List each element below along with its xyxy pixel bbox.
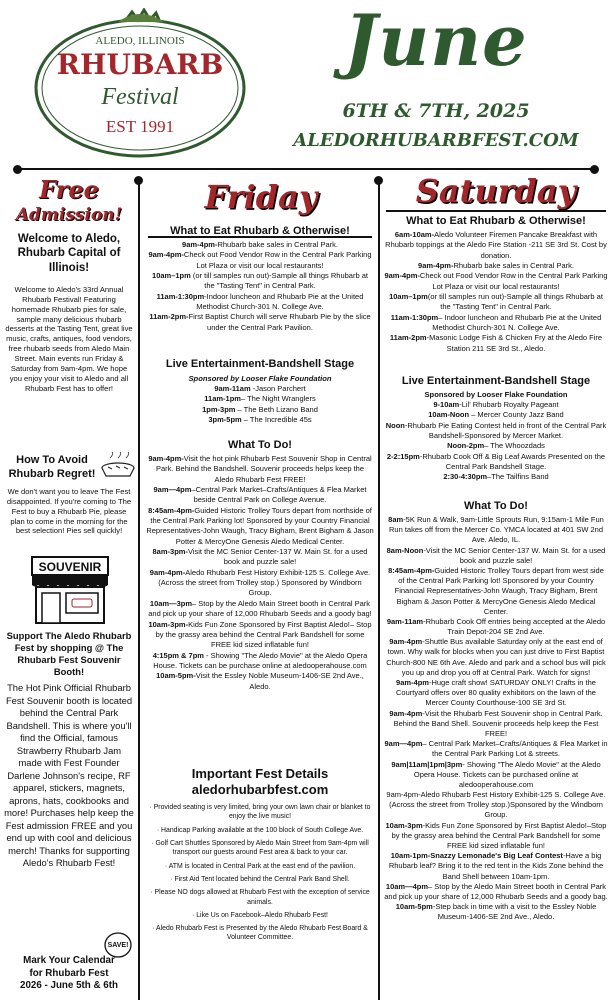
calendar-note: Mark Your Calendar for Rhubarb Fest 2026 - June 5th & 6th <box>20 955 118 992</box>
schedule-description: Aledo Rhubarb Fest History Exhibit-125 S. College Ave. (Across the street from Trolley stop.) Sponsored by Windborn Group. <box>158 567 371 598</box>
schedule-item <box>384 333 608 354</box>
schedule-time: 10am-Noon <box>428 410 470 420</box>
schedule-time: 9am-4pm <box>389 637 423 647</box>
saturday-entertainment-title: Live Entertainment-Bandshell Stage <box>401 375 591 387</box>
schedule-item <box>384 400 608 410</box>
saturday-eat-list <box>384 230 608 354</box>
schedule-item <box>146 506 374 547</box>
schedule-item <box>146 415 374 425</box>
month-title: June <box>344 0 528 82</box>
fest-detail-item: · Provided seating is very limited, bring your own lawn chair or blanket to enjoy the live music! <box>149 804 371 821</box>
schedule-item <box>384 261 608 271</box>
schedule-description: – Mercer County Jazz Band <box>469 410 564 420</box>
schedule-item <box>384 821 608 852</box>
schedule-description: – The Whoozdads <box>484 441 545 451</box>
svg-text:SAVE!: SAVE! <box>107 942 129 949</box>
saturday-underline <box>386 210 606 212</box>
schedule-description: Guided Historic Trolley Tours depart from northside of the Central Park Parking lot! Sponsored by your Country Financial Representatives-John Waugh, Tracy Bigham, Brent Bigham & Jason Potter & MercyOne Genesis Aledo Medical Center. <box>146 505 374 546</box>
schedule-description: -Visit the Rhubarb Fest Souvenir shop in Central Park. Behind the Band Shell. Souvenir proceeds help keep the Fest FREE! <box>393 708 603 738</box>
schedule-description: Check out Food Vendor Row in the Central Park Parking Lot Plaza or visit our local restaurants! <box>183 250 372 270</box>
schedule-time: 9-10am <box>433 400 460 409</box>
support-text: The Hot Pink Official Rhubarb Fest Souvenir booth is located behind the Central Park Bandshell. This is where you'll find the Official, famous Strawberry Rhubarb Jam made with Fest Founder Darlene Johnson's recipe, RF apparel, stickers, magnets, aprons, hats, cookbooks and more! Purchases help keep the Fest admission FREE and you end up with cool and delicious merch! Thanks for supporting Aledo's Rhubarb Fest! <box>4 682 134 868</box>
schedule-item <box>384 760 608 791</box>
avoid-regret-text: We don't want you to leave The Fest disappointed. If you're coming to The Fest to buy a Rhubarb Pie, please plan to come in the morning for the best selection! Pies sell quickly! <box>6 487 132 536</box>
schedule-time: 9am—4pm <box>153 485 192 495</box>
schedule-time: 10am-1pm-Snazzy Lemonade's Big Leaf Contest <box>390 851 563 861</box>
schedule-description: -Step back in time with a visit to the Essley Noble Museum-1406-SE 2nd Ave., Aledo. <box>432 902 597 922</box>
saturday-eat-title: What to Eat Rhubarb & Otherwise! <box>406 215 586 227</box>
schedule-item <box>384 637 608 678</box>
website: ALEDORHUBARBFEST.COM <box>293 130 579 151</box>
welcome-title: Welcome to Aledo, Rhubarb Capital of Illinois! <box>17 233 121 274</box>
schedule-item <box>384 790 608 821</box>
schedule-time: 10am-5pm <box>395 902 433 912</box>
schedule-item <box>384 230 608 261</box>
schedule-description: Kids Fun Zone Sponsored by First Baptist Aledo!– Stop by the grassy area behind the Central Park Bandshell for some FREE kid sized inflatable fun! <box>155 619 372 650</box>
fest-details-title: Important Fest Details aledorhubarbfest.com <box>191 766 329 798</box>
schedule-description: (or till samples run out)-Sample all things Rhubarb at the "Tasting Tent" in Central Park. <box>192 271 368 291</box>
schedule-item <box>384 271 608 292</box>
schedule-time: 9am-4pm- <box>148 250 184 260</box>
logo-est: EST 1991 <box>105 117 175 136</box>
header-divider <box>18 168 594 170</box>
schedule-time: 2:30-4:30pm <box>443 472 488 482</box>
divider-dot <box>374 176 383 185</box>
pie-icon <box>100 452 136 480</box>
schedule-time: 10am–1pm <box>152 271 193 281</box>
schedule-description: –Central Park Market–Crafts/Antiques & Flea Market beside Central Park on College Avenue. <box>191 485 367 505</box>
schedule-item <box>384 515 608 546</box>
support-title: Support The Aledo Rhubarb Fest by shopping @ The Rhubarb Fest Souvenir Booth! <box>6 630 132 678</box>
welcome-text: Welcome to Aledo's 33rd Annual Rhubarb Festival! Featuring homemade Rhubarb pies for sale, sample many delicious rhubarb desserts at the Tasting Tent, great live music, crafts, antiques, food vendors, free rhubarb seeds from Aledo Main Street. Main events run Friday & Saturday from 9am-4pm. We hope you enjoy your visit to Aledo and all Rhubarb Fest has to offer! <box>5 285 133 393</box>
schedule-time: 10am-5pm- <box>156 671 196 681</box>
schedule-description: -Rhubarb Cook Off entries being accepted at the Aledo Train Depot-204 SE 2nd Ave. <box>423 616 606 637</box>
fest-detail-item: · Golf Cart Shuttles Sponsored by Aledo Main Street from 9am-4pm will transport our guests around Fest area & back to your car. <box>151 839 369 857</box>
schedule-description: -Have a big Rhubarb leaf? Bring it to the red tent in the Kids Zone behind the Band Shell between 10am-1pm. <box>388 851 604 881</box>
schedule-description: – The Night Wranglers <box>240 394 316 404</box>
rhubarb-festival-logo <box>26 8 254 160</box>
logo-town: ALEDO, ILLINOIS <box>95 35 185 47</box>
schedule-description: -Visit the MC Senior Center-137 W. Main St. for a used book and puzzle sale! <box>423 545 606 565</box>
schedule-item <box>384 566 608 617</box>
schedule-time: 9am-11am <box>214 384 251 393</box>
schedule-time: Noon-2pm <box>447 441 485 451</box>
schedule-description: Rhubarb bake sales in Central Park. <box>453 261 574 271</box>
free-heading: Free <box>39 175 99 204</box>
schedule-time: 11am-2pm- <box>149 312 189 322</box>
schedule-item <box>146 547 374 568</box>
schedule-description: – Indoor luncheon and Rhubarb Pie at the United Methodist Church-301 N. College Ave. <box>432 312 602 333</box>
schedule-item <box>146 620 374 651</box>
friday-eat-list <box>146 240 374 333</box>
fest-detail-item: · ATM is located in Central Park at the east end of the pavilion. <box>164 862 356 870</box>
schedule-description: -Jason Parchert <box>250 384 306 393</box>
fest-details-notes <box>146 803 374 947</box>
schedule-time: 3pm-5pm <box>208 415 242 425</box>
schedule-time: 9am-11am <box>386 616 424 626</box>
schedule-item <box>384 441 608 451</box>
schedule-time: 1pm-3pm <box>202 404 236 414</box>
friday-do-list <box>146 454 374 692</box>
souvenir-booth-icon <box>30 555 110 625</box>
friday-eat-title: What to Eat Rhubarb & Otherwise! <box>170 225 350 237</box>
schedule-item <box>384 739 608 759</box>
schedule-description: -Rhubarb Cook Off & Big Leaf Awards Presented on the Central Park Bandshell Stage. <box>419 451 606 472</box>
schedule-item <box>146 312 374 333</box>
friday-entertainment-sponsor: Sponsored by Looser Flake Foundation <box>188 374 332 383</box>
schedule-description: -Rhubarb Pie Eating Contest held in front of the Central Park Bandshell-Sponsored by Mercer Market. <box>404 420 607 441</box>
saturday-do-title: What To Do! <box>464 500 528 512</box>
schedule-description: – Stop by the Aledo Main Street booth in Central Park and pick up your share of 12,000 Rhubarb Seeds and a goody bag! <box>148 598 372 619</box>
event-dates: 6TH & 7TH, 2025 <box>342 100 530 122</box>
schedule-description: First Baptist Church will serve Rhubarb Pie by the slice under the Central Park Pavilion. <box>188 312 371 332</box>
schedule-time: 4:15pm & 7pm <box>152 650 204 660</box>
schedule-time: 9am-4pm <box>389 708 423 718</box>
schedule-time: 9am-4pm- <box>182 240 218 249</box>
friday-do-title: What To Do! <box>228 439 292 451</box>
schedule-item <box>384 421 608 442</box>
schedule-item <box>146 250 374 271</box>
saturday-heading: Saturday <box>415 172 577 210</box>
schedule-description: –The Tailfins Band <box>487 472 549 482</box>
schedule-time: Noon <box>385 420 405 430</box>
schedule-description: Check out Food Vendor Row in the Central Park Parking Lot Plaza or visit our local restaurants! <box>419 271 608 291</box>
schedule-item <box>384 313 608 334</box>
schedule-time: 9am-4pm <box>396 678 429 687</box>
schedule-time: 8:45am-4pm- <box>388 565 435 575</box>
schedule-description: Visit the Essley Noble Museum-1406-SE 2nd Ave., Aledo. <box>195 671 364 691</box>
schedule-item <box>384 882 608 902</box>
schedule-time: 8am-Noon <box>386 545 424 555</box>
saturday-do-list <box>384 515 608 923</box>
schedule-description: 9am-4pm-Aledo Rhubarb Fest History Exhibit-125 S. College Ave. (Across the street from Trolley stop.)Sponsored by the Windborn Group. <box>386 790 606 820</box>
column-divider-right <box>378 180 380 1000</box>
schedule-description: – Stop by the Aledo Main Street booth in Central Park and pick up your share of 12,000 Rhubarb Seeds and a goody bag. <box>384 881 608 901</box>
friday-entertainment-list <box>146 384 374 425</box>
schedule-item <box>146 651 374 672</box>
logo-festival: Festival <box>101 84 179 110</box>
schedule-item <box>146 394 374 404</box>
schedule-description: Guided Historic Trolley Tours depart from west side of the Central Park Parking lot! Sponsored by your Country Financial Representatives-John Waugh, Tracy Bigham, Brent Bigham & Jason Potter & MercyOne Genesis Aledo Medical Center. <box>394 565 604 616</box>
schedule-item <box>384 292 608 313</box>
fest-detail-item: · Handicap Parking available at the 100 block of South College Ave. <box>156 826 364 834</box>
schedule-item <box>384 617 608 637</box>
schedule-item <box>146 485 374 506</box>
saturday-entertainment-sponsor: Sponsored by Looser Flake Foundation <box>424 390 568 399</box>
schedule-description: -Huge craft show! SATURDAY ONLY! Crafts in the Courtyard offers over 80 quality exhibitors on the lawn of the Mercer County Courthouse-100 SE 3rd St. <box>396 678 596 708</box>
schedule-item <box>384 410 608 420</box>
schedule-item <box>146 671 374 692</box>
schedule-description: Visit the MC Senior Center-137 W. Main St. for a used book and puzzle sale! <box>187 547 368 567</box>
schedule-item <box>146 271 374 292</box>
friday-entertainment-title: Live Entertainment-Bandshell Stage <box>165 358 355 370</box>
saturday-entertainment-list <box>384 400 608 483</box>
schedule-description: -Masonic Lodge Fish & Chicken Fry at the Aledo Fire Station 211 SE 3rd St., Aledo. <box>426 333 603 353</box>
schedule-description: Visit the hot pink Rhubarb Fest Souvenir Shop in Central Park. Behind the Bandshell. Souvenir proceeds helps keep the Aledo Rhubarb Fest FREE! <box>155 454 372 484</box>
schedule-description: -5K Run & Walk, 9am-Little Sprouts Run, 9:15am-1 Mile Fun Run takes off from the Mercer Co. YMCA located at 401 SW 2nd Ave. Aledo, IL. <box>389 515 604 545</box>
schedule-time: 2-2:15pm <box>386 451 420 461</box>
schedule-time: 9am-4pm- <box>384 271 420 281</box>
admission-heading: Admission! <box>15 205 123 225</box>
schedule-time: 9am|11am|1pm|3pm <box>391 759 463 769</box>
schedule-time: 11am-1pm <box>204 394 241 404</box>
schedule-item <box>146 292 374 313</box>
avoid-regret-title: How To Avoid Rhubarb Regret! <box>8 454 96 481</box>
schedule-item <box>384 678 608 709</box>
schedule-description: (or till samples run out)-Sample all things Rhubarb at the "Tasting Tent" in Central Park. <box>427 292 603 312</box>
schedule-description: – Central Park Market–Crafts/Antiques & Flea Market in the Central Park Parking Lot & streets. <box>422 739 608 759</box>
divider-dot <box>134 176 143 185</box>
schedule-item <box>146 384 374 394</box>
schedule-item <box>146 568 374 599</box>
schedule-description: -Kids Fun Zone Sponsored by First Baptist Aledo!–Stop by the grassy area behind the Central Park Bandshell for some FREE kid sized inflatable fun! <box>391 820 607 850</box>
schedule-time: 9am-4pm- <box>418 261 454 271</box>
schedule-item <box>384 546 608 566</box>
fest-detail-item: · Like Us on Facebook–Aledo Rhubarb Fest! <box>192 911 328 919</box>
schedule-item <box>146 240 374 250</box>
schedule-item <box>384 472 608 482</box>
schedule-item <box>384 709 608 740</box>
souvenir-sign: SOUVENIR <box>38 560 102 574</box>
schedule-description: – The Incredible 45s <box>241 415 312 425</box>
schedule-time: 10am—4pm <box>385 881 429 891</box>
schedule-description: Aledo Volunteer Firemen Pancake Breakfast with Rhubarb toppings at the Aledo Fire Station -211 SE 3rd St. Cost by donation. <box>385 230 607 260</box>
schedule-description: Rhubarb bake sales in Central Park. <box>217 240 338 249</box>
schedule-time: 11am-1:30pm <box>390 312 439 322</box>
schedule-time: 8am-3pm- <box>152 547 188 557</box>
schedule-time: 9am-4pm- <box>148 454 184 463</box>
fest-detail-item: · Please NO dogs allowed at Rhubarb Fest with the exception of service animals. <box>150 889 370 906</box>
schedule-description: -Shuttle Bus available Saturday only at the east end of town. Why walk for blocks when you can just drive to First Baptist Church-800 NE 6th Ave. Aledo and park and a school bus will pick you up and drop you off at Central Park. Watch for signs! <box>386 637 606 677</box>
schedule-time: 8am <box>388 515 404 524</box>
schedule-time: 9am—4pm <box>384 739 423 749</box>
divider-dot-left <box>13 165 22 174</box>
logo-name: RHUBARB <box>56 48 224 81</box>
schedule-time: 11am-2pm <box>389 333 427 343</box>
schedule-time: 10am—3pm <box>149 598 193 608</box>
schedule-time: 6am-10am- <box>394 230 435 239</box>
schedule-description: - Showing "The Aledo Movie" at the Aledo Opera House. Tickets can be purchase online at aledooperahouse.com <box>153 650 368 670</box>
schedule-time: 10am-3pm- <box>148 619 189 629</box>
friday-heading: Friday <box>204 178 318 216</box>
fest-detail-item: · Aledo Rhubarb Fest is Presented by the Aledo Rhubarb Fest Board & Volunteer Committee. <box>152 925 368 942</box>
schedule-time: 11am-1:30pm <box>156 291 205 301</box>
schedule-item <box>384 452 608 473</box>
schedule-item <box>384 851 608 882</box>
schedule-description: – The Beth Lizano Band <box>235 404 318 414</box>
schedule-description: -Indoor luncheon and Rhubarb Pie at the United Methodist Church-301 N. College Ave. <box>196 291 364 312</box>
schedule-time: 8:45am-4pm- <box>148 505 195 515</box>
column-divider-left <box>138 180 140 1000</box>
schedule-description: -Lil' Rhubarb Royalty Pageant <box>459 400 559 409</box>
schedule-item <box>146 405 374 415</box>
schedule-time: 9am-4pm- <box>149 567 186 577</box>
schedule-time: 10am-3pm <box>385 820 423 830</box>
schedule-item <box>146 599 374 620</box>
schedule-time: 10am–1pm <box>389 292 428 302</box>
schedule-item <box>146 454 374 485</box>
schedule-item <box>384 902 608 922</box>
fest-detail-item: · First Aid Tent located behind the Central Park Band Shell. <box>170 875 350 883</box>
schedule-description: - Showing "The Aledo Movie" at the Aledo Opera House. Tickets can be purchased online at aledooperahouse.com <box>413 759 601 789</box>
